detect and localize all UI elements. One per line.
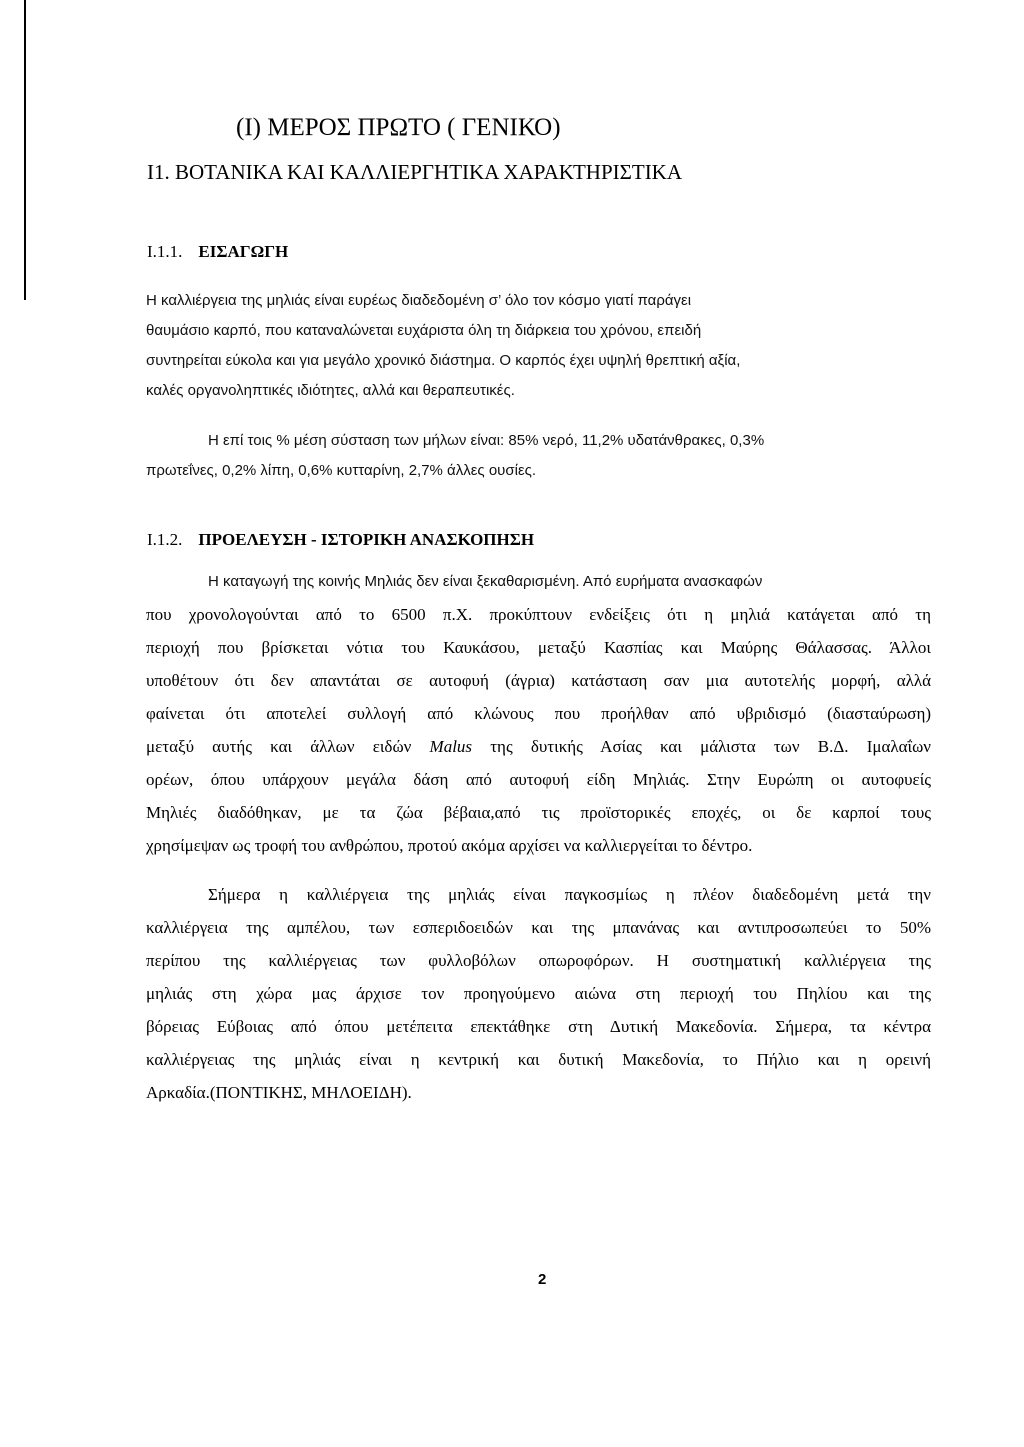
cultivation-paragraph	[146, 878, 931, 1109]
text-line: καλλιέργειας της μηλιάς είναι η κεντρική και δυτική Μακεδονία, το Πήλιο και η ορεινή	[146, 1050, 931, 1069]
text-line: Αρκαδία.(ΠΟΝΤΙΚΗΣ, ΜΗΛΟΕΙΔΗ).	[146, 1083, 412, 1102]
text-line: καλές οργανοληπτικές ιδιότητες, αλλά και θεραπευτικές.	[146, 382, 515, 399]
text-line: καλλιέργεια της αμπέλου, των εσπεριδοειδών και της μπανάνας και αντιπροσωπεύει το 50%	[146, 918, 931, 937]
text-line: μηλιάς στη χώρα μας άρχισε τον προηγούμενο αιώνα στη περιοχή του Πηλίου και της	[146, 984, 931, 1003]
chapter-title: Ι1. ΒΟΤΑΝΙΚΑ ΚΑΙ ΚΑΛΛΙΕΡΓΗΤΙΚΑ ΧΑΡΑΚΤΗΡΙΣΤΙΚΑ	[147, 160, 683, 184]
text-line: που χρονολογούνται από το 6500 π.Χ. προκύπτουν ενδείξεις ότι η μηλιά κατάγεται από τη	[146, 605, 931, 624]
text-line: περίπου της καλλιέργειας των φυλλοβόλων οπωροφόρων. Η συστηματική καλλιέργεια της	[146, 951, 931, 970]
origin-body-paragraph	[146, 598, 931, 862]
text-line: Μηλιές διαδόθηκαν, με τα ζώα βέβαια,από τις προϊστορικές εποχές, οι δε καρποί τους	[146, 803, 931, 822]
text-line: υποθέτουν ότι δεν απαντάται σε αυτοφυή (άγρια) κατάσταση σαν μια αυτοτελής μορφή, αλλά	[146, 671, 931, 690]
page-title: (Ι) ΜΕΡΟΣ ΠΡΩΤΟ ( ΓΕΝΙΚΟ)	[236, 114, 561, 141]
text-line: φαίνεται ότι αποτελεί συλλογή από κλώνους που προήλθαν από υβριδισμό (διασταύρωση)	[146, 704, 931, 723]
section-number: Ι.1.1.	[147, 242, 183, 261]
species-name: Malus	[429, 737, 473, 756]
section-title: ΕΙΣΑΓΩΓΗ	[198, 242, 289, 261]
text-line: Η καλλιέργεια της μηλιάς είναι ευρέως διαδεδομένη σ’ όλο τον κόσμο γιατί παράγει	[146, 292, 692, 309]
text-line: Η επί τοις % μέση σύσταση των μήλων είναι: 85% νερό, 11,2% υδατάνθρακες, 0,3%	[208, 432, 765, 449]
text-line: μεταξύ αυτής και άλλων ειδών Malus της δυτικής Ασίας και μάλιστα των Β.Δ. Ιμαλαΐων	[146, 737, 931, 756]
text-line: πρωτεΐνες, 0,2% λίπη, 0,6% κυτταρίνη, 2,7% άλλες ουσίες.	[146, 462, 537, 479]
page-number: 2	[538, 1271, 547, 1288]
origin-intro-paragraph	[146, 567, 762, 597]
text-line: Σήμερα η καλλιέργεια της μηλιάς είναι παγκοσμίως η πλέον διαδεδομένη μετά την	[208, 885, 931, 904]
section-heading-introduction	[147, 242, 288, 262]
section-title: ΠΡΟΕΛΕΥΣΗ - ΙΣΤΟΡΙΚΗ ΑΝΑΣΚΟΠΗΣΗ	[198, 530, 535, 549]
text-line: χρησίμεψαν ως τροφή του ανθρώπου, προτού ακόμα αρχίσει να καλλιεργείται το δέντρο.	[146, 836, 753, 855]
text-line: Η καταγωγή της κοινής Μηλιάς δεν είναι ξεκαθαρισμένη. Από ευρήματα ανασκαφών	[208, 573, 763, 590]
text-line: συντηρείται εύκολα και για μεγάλο χρονικό διάστημα. Ο καρπός έχει υψηλή θρεπτική αξία,	[146, 352, 741, 369]
text-line: βόρειας Εύβοιας από όπου μετέπειτα επεκτάθηκε στη Δυτική Μακεδονία. Σήμερα, τα κέντρα	[146, 1017, 931, 1036]
text-line: ορέων, όπου υπάρχουν μεγάλα δάση από αυτοφυή είδη Μηλιάς. Στην Ευρώπη οι αυτοφυείς	[146, 770, 931, 789]
introduction-paragraph	[146, 286, 740, 406]
text-line: περιοχή που βρίσκεται νότια του Καυκάσου, μεταξύ Κασπίας και Μαύρης Θάλασσας. Άλλοι	[146, 638, 931, 657]
section-heading-origin	[147, 530, 534, 550]
composition-paragraph	[146, 426, 764, 486]
margin-rule	[24, 0, 26, 300]
text-line: θαυμάσιο καρπό, που καταναλώνεται ευχάριστα όλη τη διάρκεια του χρόνου, επειδή	[146, 322, 702, 339]
section-number: Ι.1.2.	[147, 530, 183, 549]
